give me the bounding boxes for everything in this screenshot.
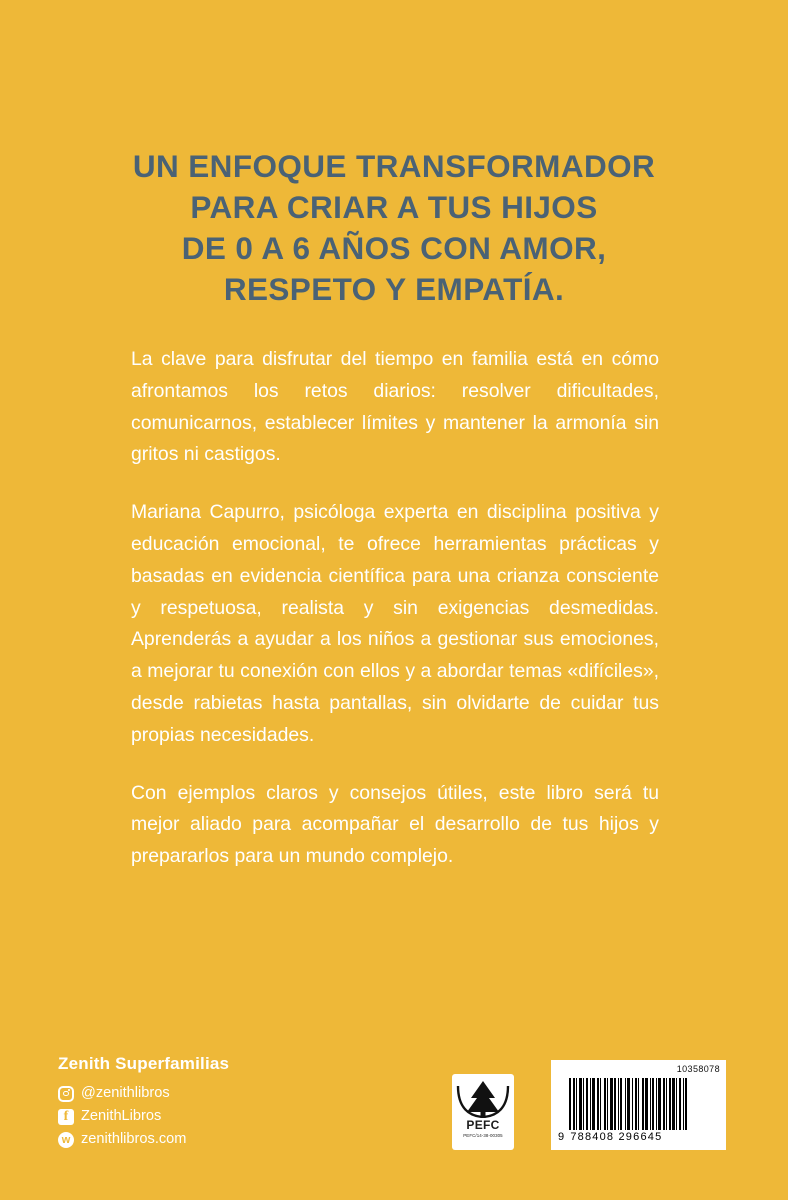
headline-line-1: UN ENFOQUE TRANSFORMADOR bbox=[132, 148, 656, 184]
social-row-website[interactable] bbox=[58, 1129, 229, 1150]
facebook-handle: ZenithLibros bbox=[81, 1108, 162, 1125]
blurb-paragraph-1: La clave para disfrutar del tiempo en familia está en cómo afrontamos los retos diarios: resolver dificultades, comunicarnos, establecer límites y mantener la armonía sin gritos ni castigos. bbox=[131, 348, 659, 466]
pefc-logo bbox=[452, 1074, 514, 1150]
barcode-block bbox=[551, 1060, 726, 1150]
instagram-icon bbox=[58, 1086, 74, 1102]
social-row-instagram[interactable] bbox=[58, 1083, 229, 1104]
barcode-bars bbox=[557, 1078, 720, 1130]
barcode-digits bbox=[557, 1131, 720, 1144]
pefc-wordmark: PEFC bbox=[466, 1118, 500, 1132]
headline-line-2: PARA CRIAR A TUS HIJOS bbox=[190, 189, 598, 225]
headline-line-3: DE 0 A 6 AÑOS CON AMOR, bbox=[181, 230, 607, 266]
headline-line-4: RESPETO Y EMPATÍA. bbox=[223, 271, 565, 307]
website-url: zenithlibros.com bbox=[81, 1131, 187, 1148]
blurb-text bbox=[131, 344, 659, 873]
barcode-main-digits: 788408 296645 bbox=[570, 1131, 663, 1143]
blurb-paragraph-2: Mariana Capurro, psicóloga experta en disciplina positiva y educación emocional, te ofrece herramientas prácticas y basadas en evidencia científica para una crianza consciente y respetuosa, realista y sin exigencias desmedidas. Aprenderás a ayudar a los niños a gestionar sus emociones, a mejorar tu conexión con ellos y a abordar temas «difíciles», desde rabietas hasta pantallas, sin olvidarte de cuidar tus propias necesidades. bbox=[131, 501, 659, 746]
instagram-handle: @zenithlibros bbox=[81, 1085, 170, 1102]
website-icon: w bbox=[58, 1132, 74, 1148]
pefc-code: PEFC/14-38-00305 bbox=[463, 1133, 503, 1138]
imprint-name: Zenith Superfamilias bbox=[58, 1054, 230, 1073]
blurb-paragraph-3: Con ejemplos claros y consejos útiles, este libro será tu mejor aliado para acompañar el desarrollo de tus hijos y prepararlos para un mundo complejo. bbox=[131, 781, 659, 868]
barcode-first-digit: 9 bbox=[558, 1131, 566, 1143]
social-row-facebook[interactable] bbox=[58, 1106, 229, 1127]
facebook-icon: f bbox=[58, 1109, 74, 1125]
page-title bbox=[0, 146, 788, 310]
barcode-top-code: 10358078 bbox=[676, 1064, 720, 1074]
pefc-tree-icon bbox=[455, 1078, 511, 1118]
imprint-block bbox=[58, 1054, 229, 1152]
